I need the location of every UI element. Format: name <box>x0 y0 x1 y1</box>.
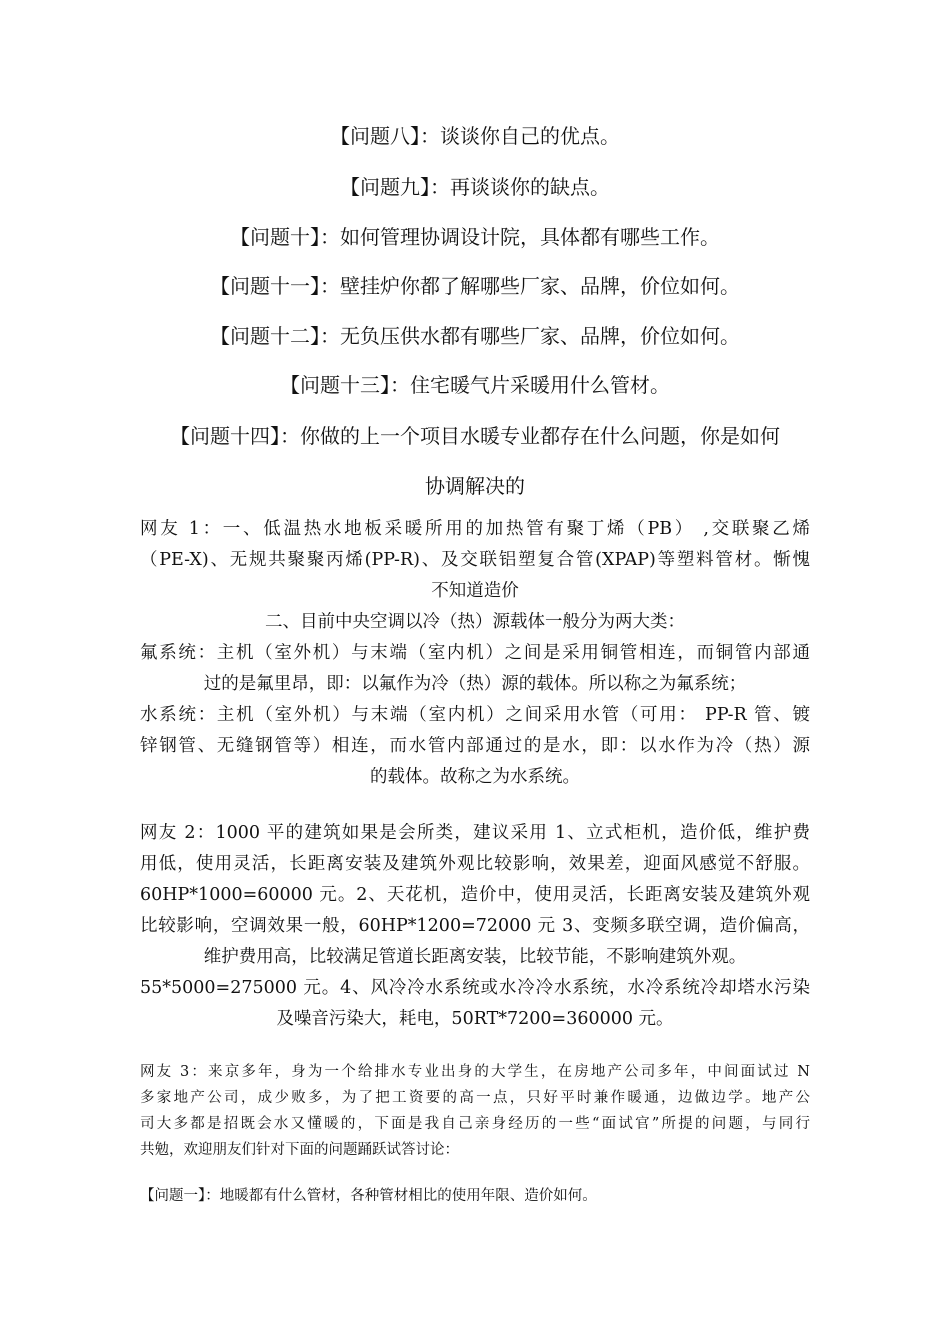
paragraph-line: 水系统：主机（室外机）与末端（室内机）之间采用水管（可用： PP-R 管、镀 <box>140 705 810 725</box>
paragraph-line: 网友 1：一、低温热水地板采暖所用的加热管有聚丁烯（PB） ,交联聚乙烯 <box>140 519 810 539</box>
paragraph-line: 氟系统：主机（室外机）与末端（室内机）之间是采用铜管相连，而铜管内部通 <box>140 643 810 663</box>
question-label: 【问题九】 <box>340 175 430 199</box>
question-text: 协调解决的 <box>425 474 525 498</box>
question-label: 【问题十】 <box>230 225 320 249</box>
paragraph-line: 锌钢管、无缝钢管等）相连，而水管内部通过的是水，即：以水作为冷（热）源 <box>140 736 810 756</box>
question-13: 【问题十三】：住宅暖气片采暖用什么管材。 <box>280 373 670 397</box>
question-text: 住宅暖气片采暖用什么管材。 <box>410 373 670 397</box>
question-label: 【问题一】 <box>140 1188 206 1204</box>
paragraph-line: 及噪音污染大，耗电，50RT*7200=360000 元。 <box>276 1009 674 1029</box>
question-8: 【问题八】：谈谈你自己的优点。 <box>330 124 620 148</box>
paragraph-line: 司大多都是招既会水又懂暖的，下面是我自己亲身经历的一些“面试官”所提的问题，与同行 <box>140 1116 810 1132</box>
paragraph-line: 的载体。故称之为水系统。 <box>370 767 580 787</box>
paragraph-line: （PE-X)、无规共聚聚丙烯(PP-R)、及交联铝塑复合管(XPAP)等塑料管材。惭愧 <box>140 550 810 570</box>
paragraph-line: 网友 2：1000 平的建筑如果是会所类，建议采用 1、立式柜机，造价低，维护费 <box>140 823 810 843</box>
paragraph-line: 不知道造价 <box>431 581 519 601</box>
question-text: 如何管理协调设计院，具体都有哪些工作。 <box>340 225 720 249</box>
question-10: 【问题十】：如何管理协调设计院，具体都有哪些工作。 <box>230 225 720 249</box>
question-label: 【问题十二】 <box>210 324 320 348</box>
question-1: 【问题一】：地暖都有什么管材，各种管材相比的使用年限、造价如何。 <box>140 1188 597 1204</box>
paragraph-line: 过的是氟里昂，即：以氟作为冷（热）源的载体。所以称之为氟系统； <box>203 674 747 694</box>
question-9: 【问题九】：再谈谈你的缺点。 <box>340 175 610 199</box>
paragraph-line: 共勉，欢迎朋友们针对下面的问题踊跃试答讨论： <box>140 1142 459 1158</box>
paragraph-line: 维护费用高，比较满足管道长距离安装，比较节能，不影响建筑外观。 <box>203 947 747 967</box>
paragraph-line: 二、目前中央空调以冷（热）源载体一般分为两大类： <box>265 612 685 632</box>
question-label: 【问题十一】 <box>210 274 320 298</box>
question-text: 壁挂炉你都了解哪些厂家、品牌，价位如何。 <box>340 274 740 298</box>
question-14: 【问题十四】：你做的上一个项目水暖专业都存在什么问题，你是如何 <box>170 424 780 448</box>
question-text: 谈谈你自己的优点。 <box>440 124 620 148</box>
reply-1 <box>140 514 810 793</box>
paragraph-line: 多家地产公司，成少败多，为了把工资要的高一点，只好平时兼作暖通，边做边学。地产公 <box>140 1090 810 1106</box>
question-text: 再谈谈你的缺点。 <box>450 175 610 199</box>
question-text: 你做的上一个项目水暖专业都存在什么问题，你是如何 <box>300 424 780 448</box>
question-text: 无负压供水都有哪些厂家、品牌，价位如何。 <box>340 324 740 348</box>
question-text: 地暖都有什么管材，各种管材相比的使用年限、造价如何。 <box>219 1188 597 1204</box>
paragraph-line: 55*5000=275000 元。4、风冷冷水系统或水冷冷水系统，水冷系统冷却塔水污染 <box>140 978 810 998</box>
question-14-continued <box>140 473 810 499</box>
reply-3 <box>140 1059 810 1163</box>
question-label: 【问题十三】 <box>280 373 390 397</box>
paragraph-line: 比较影响，空调效果一般，60HP*1200=72000 元 3、变频多联空调，造价偏高， <box>140 916 810 936</box>
reply-2 <box>140 818 810 1035</box>
question-label: 【问题十四】 <box>170 424 280 448</box>
paragraph-line: 用低，使用灵活，长距离安装及建筑外观比较影响，效果差，迎面风感觉不舒服。 <box>140 854 810 874</box>
paragraph-line: 网友 3：来京多年，身为一个给排水专业出身的大学生，在房地产公司多年，中间面试过 N <box>140 1064 810 1080</box>
question-12: 【问题十二】：无负压供水都有哪些厂家、品牌，价位如何。 <box>210 324 740 348</box>
question-11: 【问题十一】：壁挂炉你都了解哪些厂家、品牌，价位如何。 <box>210 274 740 298</box>
paragraph-line: 60HP*1000=60000 元。2、天花机，造价中，使用灵活，长距离安装及建筑外观 <box>140 885 810 905</box>
question-label: 【问题八】 <box>330 124 420 148</box>
